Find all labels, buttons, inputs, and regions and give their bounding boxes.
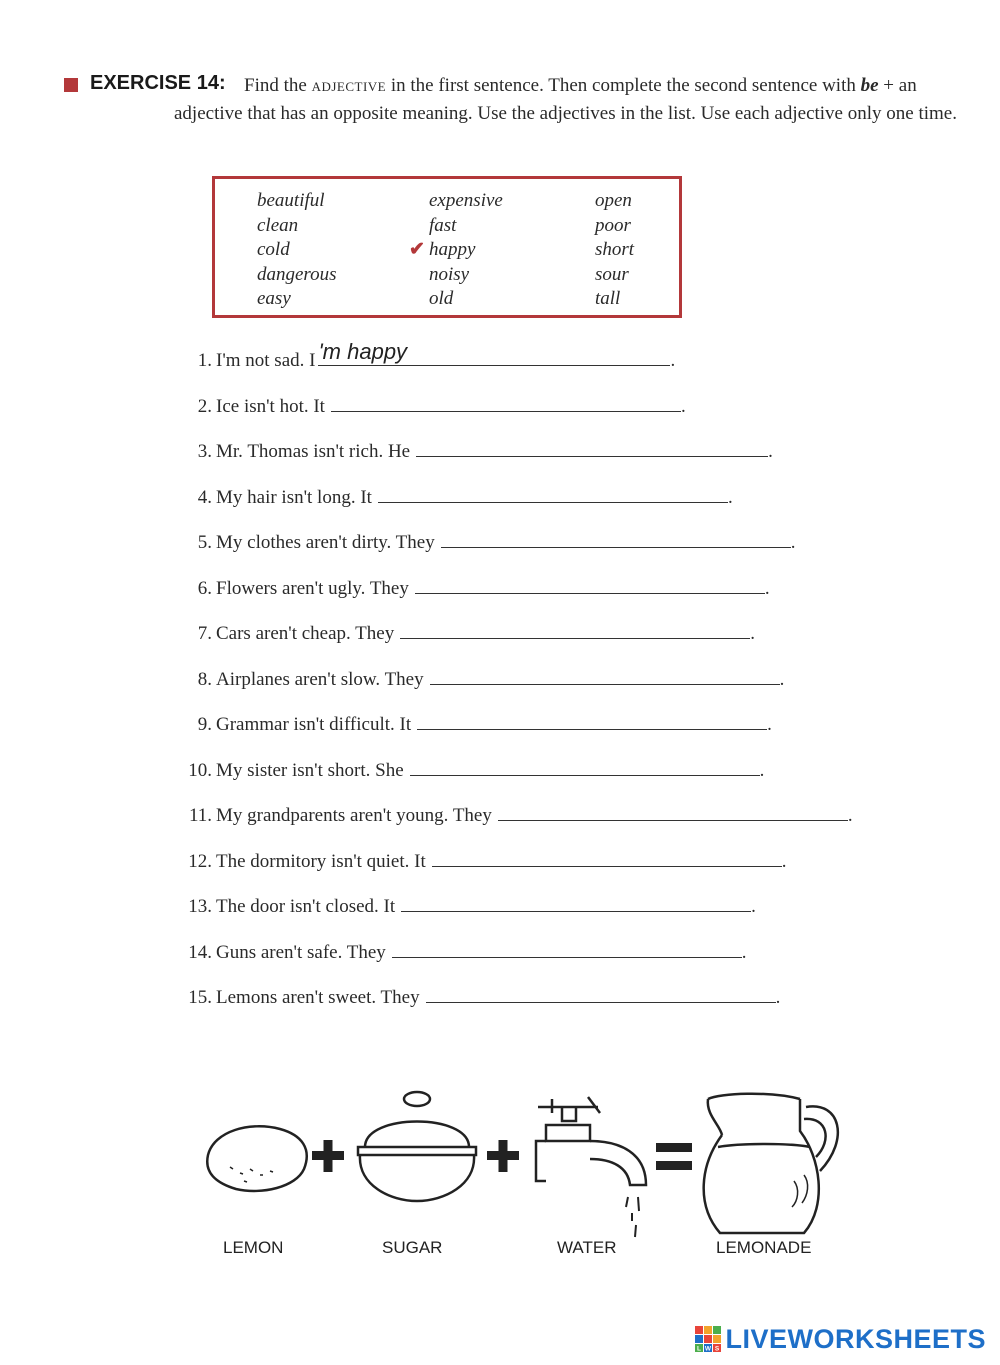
item-sentence: Guns aren't safe. They <box>216 941 386 963</box>
answer-field[interactable] <box>441 525 791 548</box>
answer-field[interactable] <box>378 480 728 503</box>
answer-field[interactable] <box>401 889 751 912</box>
answer-field[interactable] <box>400 616 750 639</box>
item-number: 14. <box>188 941 212 963</box>
word-item: old <box>429 288 454 309</box>
word-item-checked <box>409 238 503 263</box>
item-number: 3. <box>197 441 212 462</box>
exercise-item: 8. Airplanes aren't slow. They . <box>176 662 936 708</box>
plus-icon <box>487 1140 519 1172</box>
exercise-item: 10. My sister isn't short. She . <box>176 753 936 799</box>
word-item: tall <box>595 288 621 309</box>
exercise-title: EXERCISE 14: <box>90 72 226 94</box>
item-sentence: Grammar isn't difficult. It <box>216 714 412 735</box>
item-sentence: My hair isn't long. It <box>216 486 372 508</box>
exercise-item: 11. My grandparents aren't young. They . <box>176 798 936 844</box>
word-item: open <box>595 190 632 211</box>
exercise-item: 9. Grammar isn't difficult. It . <box>176 707 936 753</box>
sugar-label: SUGAR <box>382 1238 443 1257</box>
answer-field[interactable] <box>318 339 670 366</box>
item-number: 6. <box>197 577 212 599</box>
lemon-label: LEMON <box>223 1238 284 1257</box>
word-column-2 <box>409 189 503 312</box>
exercise-item: 15. Lemons aren't sweet. They . <box>176 980 936 1026</box>
water-label: WATER <box>557 1238 617 1257</box>
lemon-icon <box>207 1126 307 1191</box>
exercise-item: 7. Cars aren't cheap. They . <box>176 616 936 662</box>
item-number: 5. <box>197 532 212 553</box>
item-number: 7. <box>197 623 212 644</box>
item-number: 4. <box>197 486 212 508</box>
faucet-icon <box>536 1097 646 1237</box>
word-item: short <box>595 239 635 260</box>
pitcher-icon <box>704 1094 838 1233</box>
exercise-item: 5. My clothes aren't dirty. They . <box>176 525 936 571</box>
item-number: 15. <box>188 987 212 1008</box>
sugar-bowl-icon <box>358 1092 476 1201</box>
item-sentence: Flowers aren't ugly. They <box>216 577 409 599</box>
word-column-3 <box>595 189 634 312</box>
word-item: noisy <box>429 263 470 285</box>
item-number: 11. <box>188 805 212 826</box>
logo-grid-icon <box>695 1326 721 1352</box>
item-number: 9. <box>197 714 212 735</box>
adjective-word-box <box>212 176 682 318</box>
word-item: fast <box>429 214 457 236</box>
instr-text-2: in the first sentence. Then complete the second sentence with <box>390 75 856 96</box>
item-sentence: Lemons aren't sweet. They <box>216 987 420 1008</box>
word-item: poor <box>595 214 631 236</box>
item-sentence: My clothes aren't dirty. They <box>216 532 435 553</box>
answer-field[interactable] <box>426 980 776 1003</box>
item-number: 8. <box>197 668 212 690</box>
answer-field[interactable] <box>331 389 681 412</box>
exercise-item: 6. Flowers aren't ugly. They . <box>176 571 936 617</box>
answer-text: 'm happy <box>318 339 408 364</box>
equals-icon <box>656 1143 692 1170</box>
exercise-item: 2. Ice isn't hot. It . <box>176 389 936 435</box>
word-item: expensive <box>429 190 503 211</box>
exercise-item: 4. My hair isn't long. It . <box>176 480 936 526</box>
exercise-item: 14. Guns aren't safe. They . <box>176 935 936 981</box>
instr-keyword: ADJECTIVE <box>311 79 387 94</box>
logo-letter: W <box>705 1345 712 1352</box>
logo-letter: L <box>697 1345 702 1352</box>
word-item: cold <box>257 239 290 260</box>
item-sentence: Ice isn't hot. It <box>216 395 325 417</box>
answer-field[interactable] <box>410 753 760 776</box>
item-number: 2. <box>197 395 212 417</box>
item-sentence: Cars aren't cheap. They <box>216 623 395 644</box>
item-sentence: I'm not sad. I <box>216 350 316 371</box>
answer-field[interactable] <box>432 844 782 867</box>
answer-field[interactable] <box>415 571 765 594</box>
square-bullet-icon <box>64 78 78 92</box>
item-sentence: Airplanes aren't slow. They <box>216 668 424 690</box>
lemonade-label: LEMONADE <box>716 1238 812 1257</box>
answer-field[interactable] <box>392 935 742 958</box>
item-sentence: My sister isn't short. She <box>216 759 404 781</box>
word-item: beautiful <box>257 190 325 211</box>
item-number: 1. <box>197 350 212 371</box>
item-number: 13. <box>188 896 212 917</box>
logo-text: LIVEWORKSHEETS <box>725 1323 986 1354</box>
item-number: 12. <box>188 850 212 872</box>
item-sentence: The door isn't closed. It <box>216 896 396 917</box>
exercise-item: 13. The door isn't closed. It . <box>176 889 936 935</box>
word-item: easy <box>257 288 291 309</box>
plus-icon <box>312 1140 344 1172</box>
item-sentence: The dormitory isn't quiet. It <box>216 850 426 872</box>
word-text: happy <box>429 239 476 260</box>
answer-field[interactable] <box>430 662 780 685</box>
instr-text-1: Find the <box>244 75 307 96</box>
exercise-item: 12. The dormitory isn't quiet. It . <box>176 844 936 890</box>
word-column-1 <box>257 189 337 312</box>
word-item: clean <box>257 214 299 236</box>
item-sentence: Mr. Thomas isn't rich. He <box>216 441 411 462</box>
word-item: dangerous <box>257 263 337 285</box>
answer-field[interactable] <box>417 707 767 730</box>
instr-be: be <box>860 75 879 96</box>
exercise-instructions <box>174 72 974 127</box>
answer-field[interactable] <box>416 434 768 457</box>
checkmark-icon: ✔ <box>409 239 425 260</box>
answer-field[interactable] <box>498 798 848 821</box>
logo-letter: S <box>715 1345 720 1352</box>
liveworksheets-logo[interactable] <box>695 1322 986 1356</box>
item-number: 10. <box>188 759 212 781</box>
item-sentence: My grandparents aren't young. They <box>216 805 492 826</box>
instr-text-3: + an adjective that has an opposite meaning. Use the adjectives in the list. Use each adjective only one time. <box>174 75 957 124</box>
exercise-item: 1. I'm not sad. I 'm happy . <box>176 343 936 389</box>
word-item: sour <box>595 263 629 285</box>
exercise-items <box>176 339 936 1026</box>
exercise-item: 3. Mr. Thomas isn't rich. He . <box>176 434 936 480</box>
